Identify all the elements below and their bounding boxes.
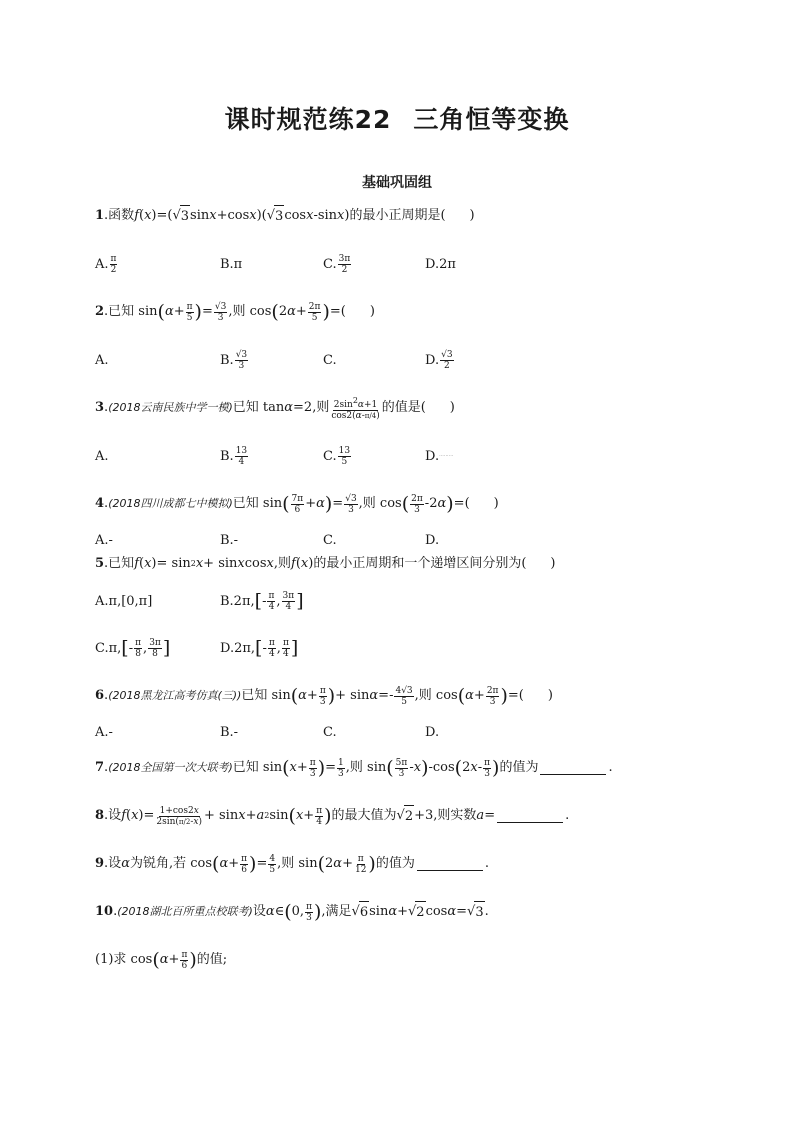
title-sub: 三角恒等变换	[413, 105, 570, 134]
q6-option-c: C.	[323, 724, 337, 740]
question-4: 4 . (2018四川成都七中模拟) 已知 sin ( $\frac{7\pi}{6}$ + α ) = $\frac{√3}{3}$ ,则 cos ( $\frac{2\pi}{3}$ -2 α ) =( )	[95, 493, 499, 515]
page-title	[0, 100, 794, 136]
q6-option-a: A.-	[95, 724, 113, 740]
q3-option-d: D. ·········	[425, 448, 454, 464]
q5-option-d: D.2π, [ - $\frac{\pi}{4}$ , $\frac{\pi}{4}$ ]	[220, 637, 299, 659]
q1-option-c: C. $\frac{3\pi}{2}$	[323, 253, 351, 275]
question-5: 5 .已知 f ( x )= sin 2 x + sin x cos x ,则 f ( x )的最小正周期和一个递增区间分别为( )	[95, 556, 556, 571]
q2-option-d: D. $\frac{√3}{2}$	[425, 349, 453, 371]
q1-option-d: D.2π	[425, 256, 456, 272]
answer-blank[interactable]	[540, 762, 606, 775]
q6-option-d: D.	[425, 724, 440, 740]
q1-option-a: A. $\frac{\pi}{2}$	[95, 253, 117, 275]
q2-option-a: A.	[95, 352, 109, 368]
q3-option-b: B. $\frac{13}{4}$	[220, 445, 248, 467]
question-10: 10 . (2018湖北百所重点校联考) 设 α ∈ ( 0, $\frac{\pi}{3}$ ) ,满足√ 6 sin α +√ 2 cos α =√ 3 .	[95, 901, 489, 923]
q5-option-a: A.π,[0,π]	[95, 593, 153, 609]
question-3: 3 . (2018云南民族中学一模) 已知 tan α =2,则 $\frac{2\sin^2\alpha+1}{\cos 2(\alpha-\pi/4)}$ 的值是( )	[95, 395, 455, 421]
answer-blank[interactable]	[497, 810, 563, 823]
title-main: 课时规范练22	[224, 105, 392, 134]
q3-option-c: C. $\frac{13}{5}$	[323, 445, 351, 467]
section-heading: 基础巩固组	[362, 175, 432, 191]
q4-option-d: D.	[425, 532, 440, 548]
q4-option-b: B.-	[220, 532, 239, 548]
question-6: 6 . (2018黑龙江高考仿真(三)) 已知 sin ( α + $\frac{\pi}{3}$ ) + sin α =- $\frac{4√3}{5}$ ,则 cos ( α + $\frac{2\pi}{3}$ ) =( )	[95, 685, 553, 707]
question-number: 1	[95, 208, 105, 223]
question-8: 8 .设 f ( x )= $\frac{1+\cos 2x}{2\sin(\pi/2-x)}$ + sin x + a 2 sin ( x + $\frac{\pi}{4}$ ) 的最大值为√ 2 +3,则实数 a = .	[95, 805, 570, 827]
answer-blank[interactable]	[417, 858, 483, 871]
question-1: 1 .函数 f ( x )=(√ 3 sin x +cos x )(√ 3 cos x -sin x )的最小正周期是( )	[95, 201, 475, 231]
q1-option-b: B.π	[220, 256, 243, 272]
q3-option-a: A.	[95, 448, 109, 464]
q6-option-b: B.-	[220, 724, 239, 740]
question-9: 9 .设 α 为锐角,若 cos ( α + $\frac{\pi}{6}$ ) = $\frac{4}{5}$ ,则 sin ( 2 α + $\frac{\pi}{12}$ ) 的值为 .	[95, 853, 489, 875]
question-2: 2 .已知 sin ( α + $\frac{\pi}{5}$ ) = $\frac{√3}{3}$ ,则 cos ( 2 α + $\frac{2\pi}{5}$ ) =( )	[95, 301, 375, 323]
q2-option-b: B. $\frac{√3}{3}$	[220, 349, 248, 371]
q5-option-c: C.π, [ - $\frac{\pi}{8}$ , $\frac{3\pi}{8}$ ]	[95, 637, 171, 659]
q2-option-c: C.	[323, 352, 337, 368]
question-7: 7 . (2018全国第一次大联考) 已知 sin ( x + $\frac{\pi}{3}$ ) = $\frac{1}{3}$ ,则 sin ( $\frac{5\pi}{3}$ - x ) -cos ( 2 x - $\frac{\pi}{3}$ ) 的值为 .	[95, 757, 613, 779]
question-10-part-1: (1)求 cos ( α + $\frac{\pi}{6}$ ) 的值;	[95, 949, 228, 971]
q4-option-a: A.-	[95, 532, 113, 548]
q5-option-b: B.2π, [ - $\frac{\pi}{4}$ , $\frac{3\pi}{4}$ ]	[220, 590, 304, 612]
q4-option-c: C.	[323, 532, 337, 548]
